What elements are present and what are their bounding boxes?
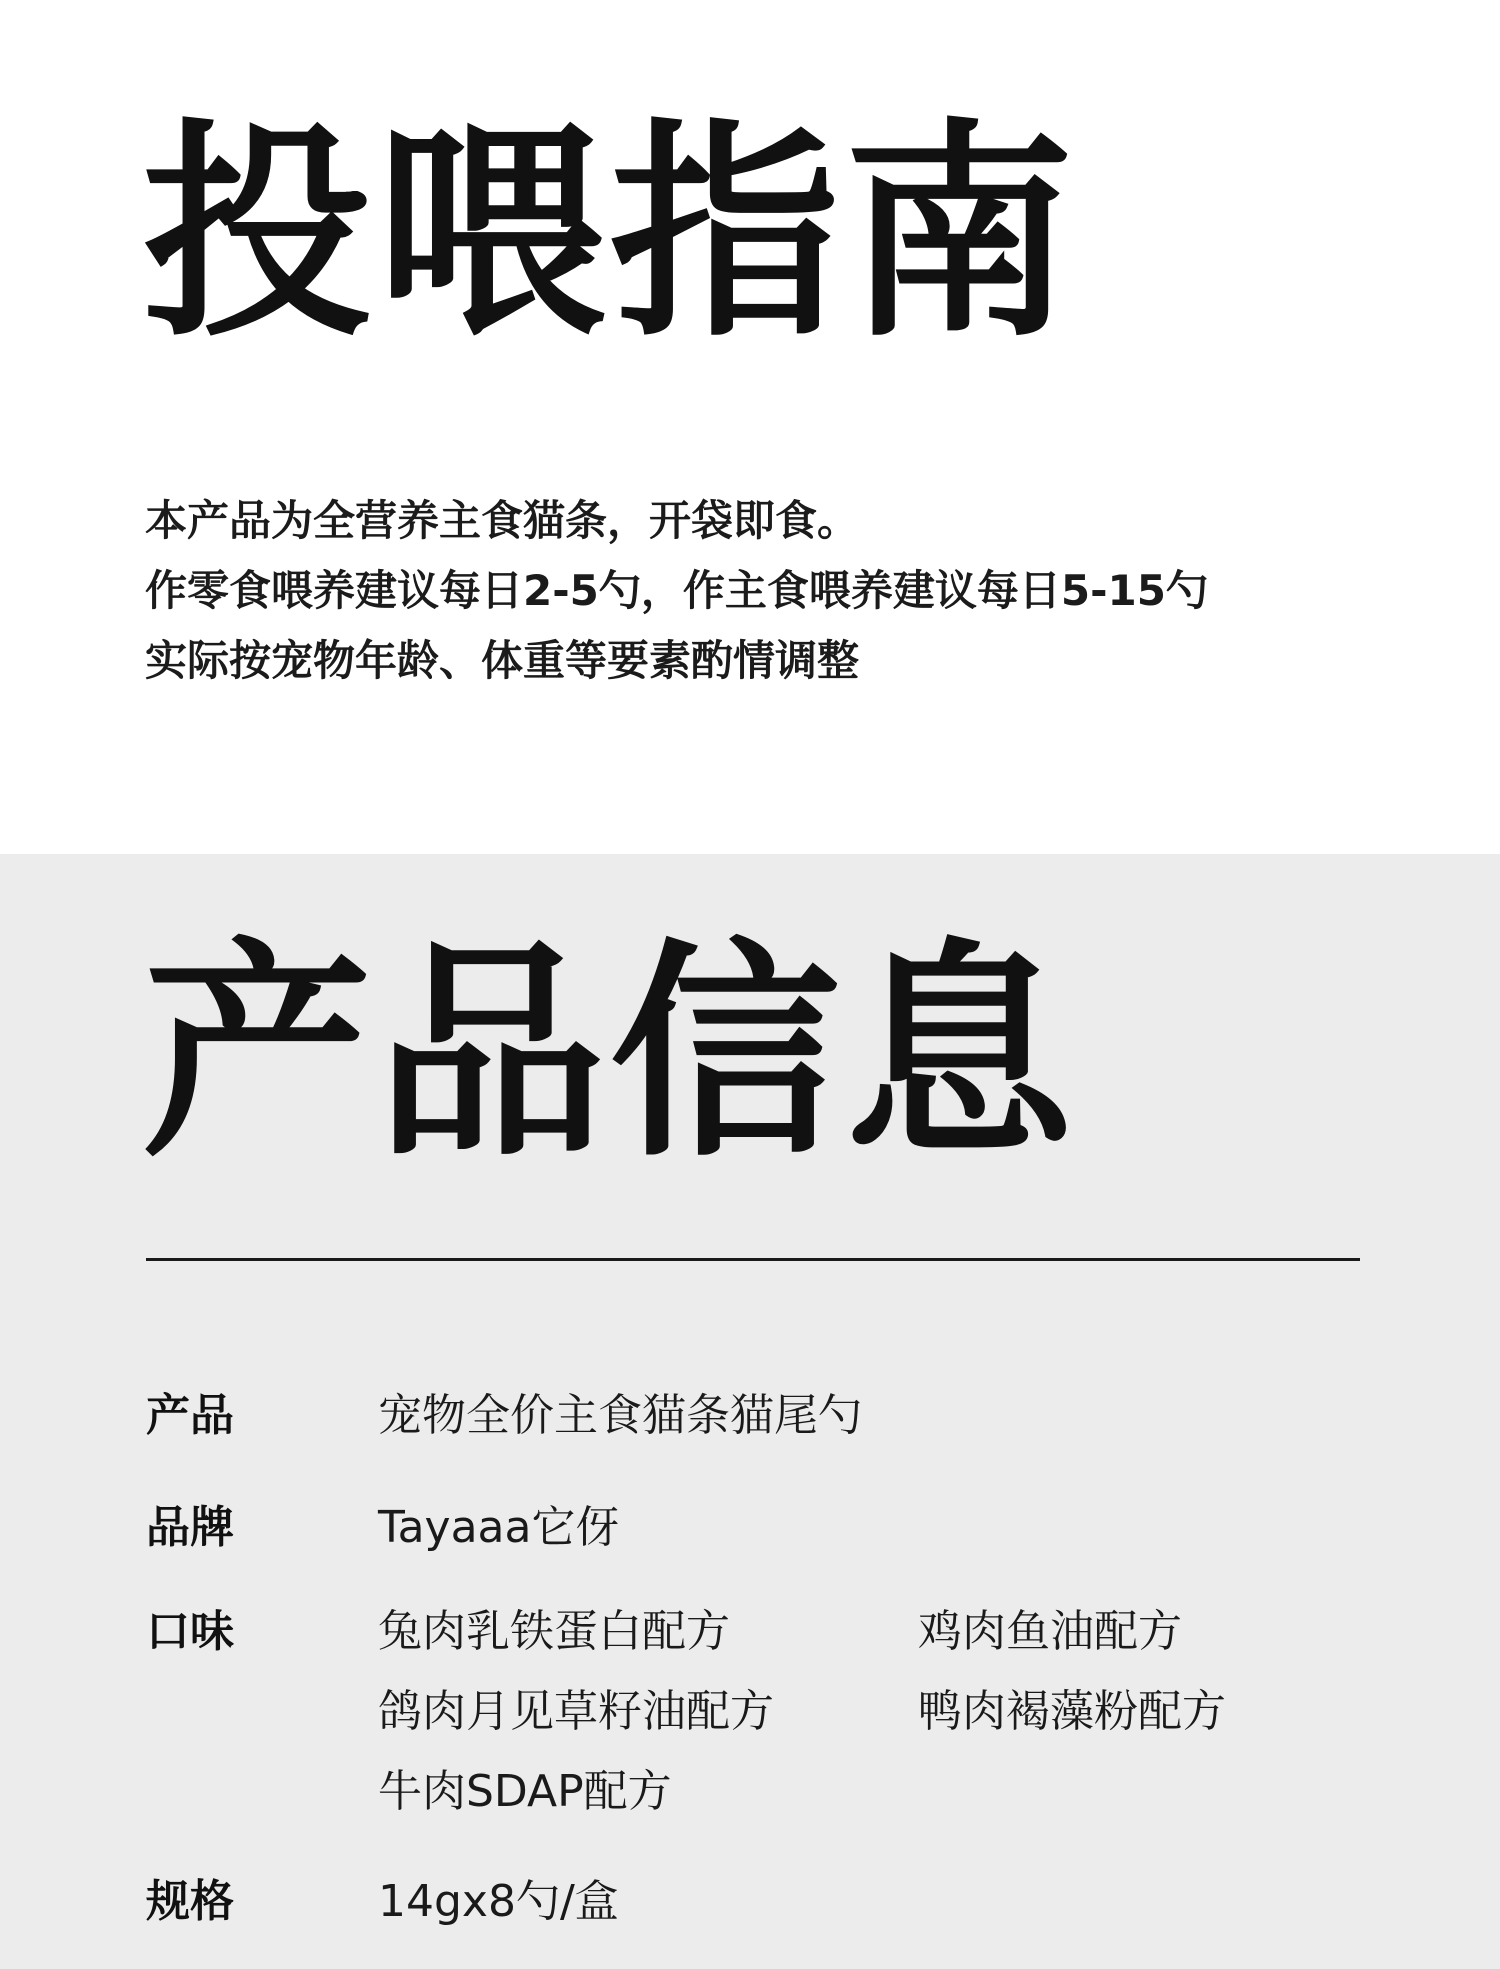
- feeding-guide-description: [145, 486, 1208, 696]
- brand-value: Tayaaa它伢: [378, 1502, 620, 1553]
- flavor-label: 口味: [146, 1606, 234, 1657]
- feeding-guide-line: 实际按宠物年龄、体重等要素酌情调整: [145, 636, 860, 685]
- product-label: 产品: [146, 1390, 234, 1441]
- product-info-title: 产品信息: [142, 921, 1079, 1188]
- feeding-guide-line: 本产品为全营养主食猫条，开袋即食。: [145, 496, 860, 545]
- flavor-item: 鸭肉褐藻粉配方: [918, 1686, 1226, 1737]
- brand-label: 品牌: [146, 1502, 234, 1553]
- feeding-guide-section: [0, 0, 1500, 854]
- flavor-item: 鸡肉鱼油配方: [918, 1606, 1182, 1657]
- flavor-item: 兔肉乳铁蛋白配方: [378, 1606, 730, 1657]
- flavor-item: 牛肉SDAP配方: [378, 1766, 672, 1817]
- flavor-item: 鸽肉月见草籽油配方: [378, 1686, 774, 1737]
- section-divider: [146, 1258, 1360, 1261]
- feeding-guide-title: 投喂指南: [142, 101, 1079, 368]
- feeding-guide-line: 作零食喂养建议每日2-5勺，作主食喂养建议每日5-15勺: [145, 566, 1208, 615]
- product-info-section: [0, 854, 1500, 1969]
- product-value: 宠物全价主食猫条猫尾勺: [378, 1390, 862, 1441]
- flavor-list: [378, 1606, 1358, 1846]
- spec-value: 14gx8勺/盒: [378, 1876, 619, 1927]
- spec-label: 规格: [146, 1876, 234, 1927]
